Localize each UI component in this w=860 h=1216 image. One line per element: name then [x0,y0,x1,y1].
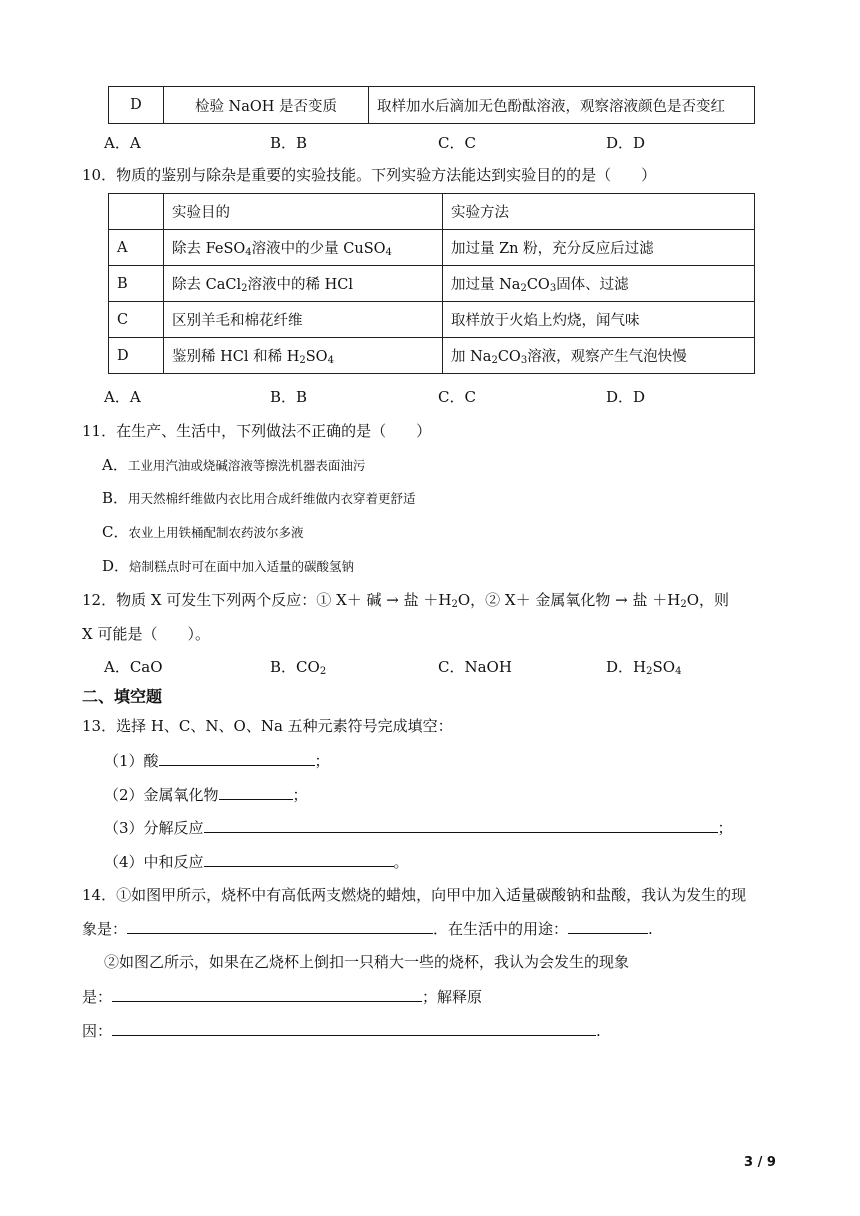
table-header-row [109,194,755,230]
q11-choice-d: D．焙制糕点时可在面中加入适量的碳酸氢钠 [102,557,355,575]
q9-option-d: D．D [606,134,646,152]
q10-header-goal: 实验目的 [164,194,443,230]
table-row [109,338,755,374]
q10-row-label: C [109,302,164,338]
q10-option-d: D．D [606,388,646,406]
q10-row-goal: 除去 FeSO$_4$溶液中的少量 CuSO$_4$ [164,230,443,266]
answer-blank[interactable] [568,918,648,934]
q13-stem: 13．选择 H、C、N、O、Na 五种元素符号完成填空： [82,717,453,735]
q12-option-c: C．NaOH [438,658,512,676]
table-row [109,266,755,302]
q9-row-label: D [109,87,164,124]
q10-header-method: 实验方法 [443,194,755,230]
q11-stem: 11．在生产、生活中，下列做法不正确的是（ ） [82,422,432,440]
table-row [109,302,755,338]
q10-row-label: B [109,266,164,302]
answer-blank[interactable] [159,750,315,766]
q13-item-3: （3）分解反应 ； [104,819,733,837]
q9-option-c: C．C [438,134,476,152]
q9-row-method: 取样加水后滴加无色酚酞溶液，观察溶液颜色是否变红 [369,87,755,124]
q12-option-d: D．$H_2SO_4$ [606,658,682,677]
table-row [109,230,755,266]
q9-option-a: A．A [104,134,141,152]
q12-option-b: B．$CO_2$ [270,658,327,677]
q10-row-method: 取样放于火焰上灼烧，闻气味 [443,302,755,338]
q11-choice-b: B．用天然棉纤维做内衣比用合成纤维做内衣穿着更舒适 [102,489,416,507]
q10-stem: 10．物质的鉴别与除杂是重要的实验技能。下列实验方法能达到实验目的的是（ ） [82,166,657,184]
answer-blank[interactable] [112,986,422,1002]
q12-stem: 12．物质 X 可发生下列两个反应：① X＋ 碱 → 盐 $+H_2O$，② X＋ 金属氧化物 → 盐 $+H_2O$，则 [82,591,730,610]
q10-header-label [109,194,164,230]
q10-row-method: 加过量 Zn 粉，充分反应后过滤 [443,230,755,266]
q13-item-1: （1）酸 ； [104,752,330,770]
answer-blank[interactable] [112,1020,596,1036]
answer-blank[interactable] [127,918,433,934]
q9-row-goal: 检验 NaOH 是否变质 [164,87,369,124]
q10-table [108,193,755,374]
q11-choice-a: A．工业用汽油或烧碱溶液等擦洗机器表面油污 [102,456,366,474]
q9-table [108,86,755,124]
q12-stem-line2: X 可能是（ ）。 [82,625,210,643]
q12-option-a: A．CaO [104,658,163,676]
q10-row-method: 加过量 $Na_2CO_3$固体、过滤 [443,266,755,302]
q14-line5: 因： . [82,1022,601,1040]
q10-row-label: A [109,230,164,266]
page-number: 3 / 9 [744,1155,776,1170]
q10-option-c: C．C [438,388,476,406]
q11-choice-c: C．农业上用铁桶配制农药波尔多液 [102,523,304,541]
answer-blank[interactable] [204,817,718,833]
q14-line4: 是： ；解释原 [82,988,483,1006]
q13-item-4: （4）中和反应 。 [104,853,409,871]
q10-option-a: A．A [104,388,141,406]
q10-row-method: 加 $Na_2CO_3$溶液，观察产生气泡快慢 [443,338,755,374]
section-title: 二、填空题 [82,687,163,706]
answer-blank[interactable] [219,784,293,800]
q10-option-b: B．B [270,388,308,406]
answer-blank[interactable] [204,851,394,867]
q10-row-goal: 鉴别稀 HCl 和稀 $H_2SO_4$ [164,338,443,374]
q9-option-b: B．B [270,134,308,152]
q10-row-label: D [109,338,164,374]
table-row [109,87,755,124]
q14-line1: 14．①如图甲所示，烧杯中有高低两支燃烧的蜡烛，向甲中加入适量碳酸钠和盐酸，我认为发生的现 [82,886,747,904]
q13-item-2: （2）金属氧化物 ； [104,786,308,804]
q14-line2: 象是： ．在生活中的用途： . [82,920,653,938]
q10-row-goal: 除去 CaCl$_2$溶液中的稀 HCl [164,266,443,302]
q14-line3: ②如图乙所示，如果在乙烧杯上倒扣一只稍大一些的烧杯，我认为会发生的现象 [104,953,630,971]
q10-row-goal: 区别羊毛和棉花纤维 [164,302,443,338]
